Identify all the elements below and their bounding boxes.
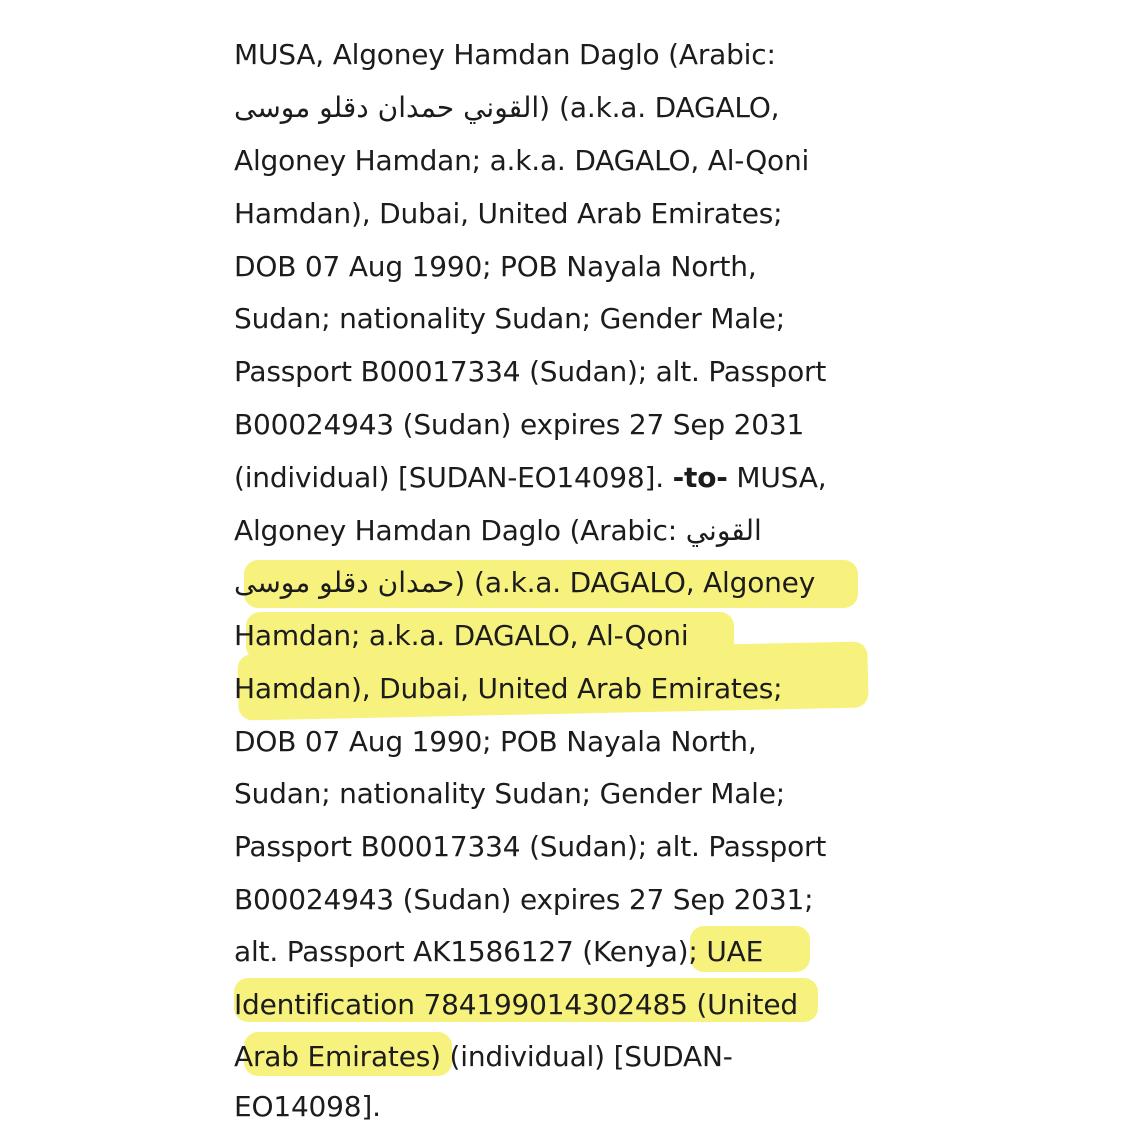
- to-marker: -to-: [672, 461, 728, 494]
- text-line: Passport B00017334 (Sudan); alt. Passport: [234, 830, 827, 863]
- text-line: حمدان دقلو موسى) (a.k.a. DAGALO, Algoney: [234, 566, 816, 599]
- text-line: Identification 784199014302485 (United: [234, 988, 798, 1021]
- text-line: DOB 07 Aug 1990; POB Nayala North,: [234, 725, 757, 758]
- text-segment: (individual) [SUDAN-EO14098].: [234, 461, 664, 494]
- text-line: MUSA, Algoney Hamdan Daglo (Arabic:: [234, 38, 776, 71]
- text-line: B00024943 (Sudan) expires 27 Sep 2031;: [234, 883, 814, 916]
- text-line: B00024943 (Sudan) expires 27 Sep 2031: [234, 408, 805, 441]
- text-line: Algoney Hamdan Daglo (Arabic: القوني: [234, 514, 762, 547]
- text-line: Passport B00017334 (Sudan); alt. Passport: [234, 355, 827, 388]
- text-line: DOB 07 Aug 1990; POB Nayala North,: [234, 250, 757, 283]
- text-line: Hamdan), Dubai, United Arab Emirates;: [234, 197, 783, 230]
- text-line: Hamdan; a.k.a. DAGALO, Al-Qoni: [234, 619, 689, 652]
- text-line: Hamdan), Dubai, United Arab Emirates;: [234, 672, 783, 705]
- text-line: Sudan; nationality Sudan; Gender Male;: [234, 302, 786, 335]
- text-line: [234, 451, 826, 504]
- text-segment: MUSA,: [736, 461, 827, 494]
- text-line: Sudan; nationality Sudan; Gender Male;: [234, 777, 786, 810]
- text-line: Algoney Hamdan; a.k.a. DAGALO, Al-Qoni: [234, 144, 810, 177]
- text-line: القوني حمدان دقلو موسى) (a.k.a. DAGALO,: [234, 91, 780, 124]
- text-line: EO14098].: [234, 1090, 381, 1123]
- text-line: Arab Emirates) (individual) [SUDAN-: [234, 1040, 733, 1073]
- text-line: alt. Passport AK1586127 (Kenya); UAE: [234, 935, 764, 968]
